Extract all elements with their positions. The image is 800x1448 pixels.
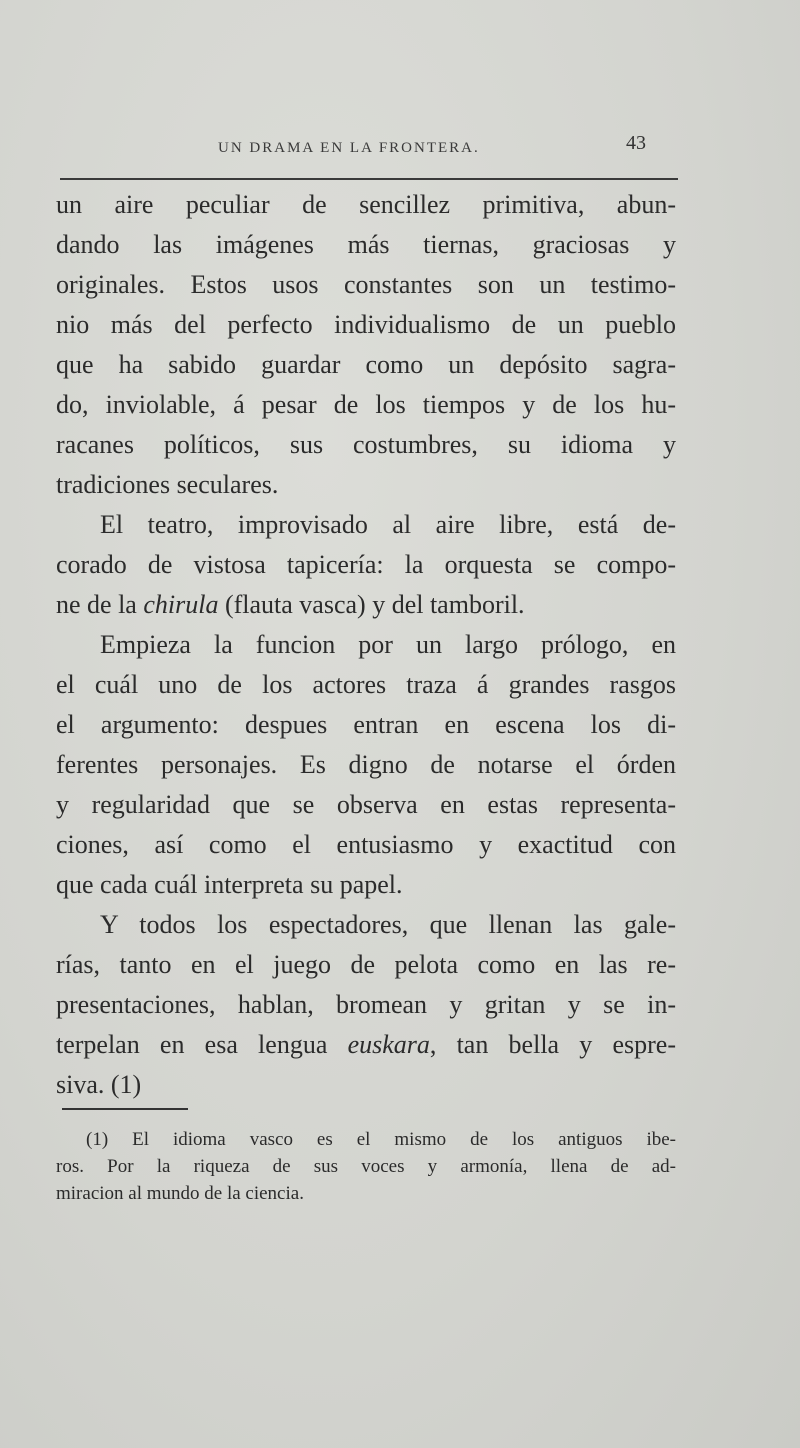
text-line: Y todos los espectadores, que llenan las gale- [100,910,676,939]
page-number: 43 [626,132,646,154]
footnote-line: ros. Por la riqueza de sus voces y armonía, llena de ad- [56,1156,676,1177]
text-line: ferentes personajes. Es digno de notarse el órden [56,750,676,779]
text-segment: ne de la [56,590,137,619]
text-line: siva. (1) [56,1070,142,1099]
text-line: corado de vistosa tapicería: la orquesta se compo- [56,550,676,579]
text-segment: , tan bella y espre- [429,1030,676,1059]
text-line: el argumento: despues entran en escena los di- [56,710,676,739]
text-line: que cada cuál interpreta su papel. [56,870,403,899]
text-line [56,585,676,625]
text-line [56,1025,676,1065]
text-line: rías, tanto en el juego de pelota como en las re- [56,950,676,979]
page-header [0,132,800,162]
text-line: tradiciones seculares. [56,470,279,499]
text-line: originales. Estos usos constantes son un testimo- [56,270,676,299]
running-title: UN DRAMA EN LA FRONTERA. [218,140,480,156]
text-line: ciones, así como el entusiasmo y exactitud con [56,830,676,859]
text-line: el cuál uno de los actores traza á grandes rasgos [56,670,676,699]
text-line: El teatro, improvisado al aire libre, está de- [100,510,676,539]
text-line: un aire peculiar de sencillez primitiva, abun- [56,190,676,219]
text-line: y regularidad que se observa en estas representa- [56,790,676,819]
text-line: racanes políticos, sus costumbres, su idioma y [56,430,676,459]
italic-term: chirula [143,590,219,619]
text-line: Empieza la funcion por un largo prólogo, en [100,630,676,659]
text-segment: (flauta vasca) y del tamboril. [224,590,525,619]
text-line: que ha sabido guardar como un depósito sagra- [56,350,676,379]
text-line: do, inviolable, á pesar de los tiempos y de los hu- [56,390,676,419]
text-line: presentaciones, hablan, bromean y gritan y se in- [56,990,676,1019]
body-text [56,185,676,1105]
text-line: dando las imágenes más tiernas, graciosas y [56,230,676,259]
footnote-line: (1) El idioma vasco es el mismo de los antiguos ibe- [86,1129,676,1150]
italic-term: euskara [347,1030,430,1059]
footnote-line: miracion al mundo de la ciencia. [56,1183,304,1204]
text-line: nio más del perfecto individualismo de un pueblo [56,310,676,339]
text-segment: terpelan en esa lengua [56,1030,328,1059]
footnote [56,1126,676,1207]
header-rule [60,178,678,180]
footnote-rule [62,1108,188,1110]
